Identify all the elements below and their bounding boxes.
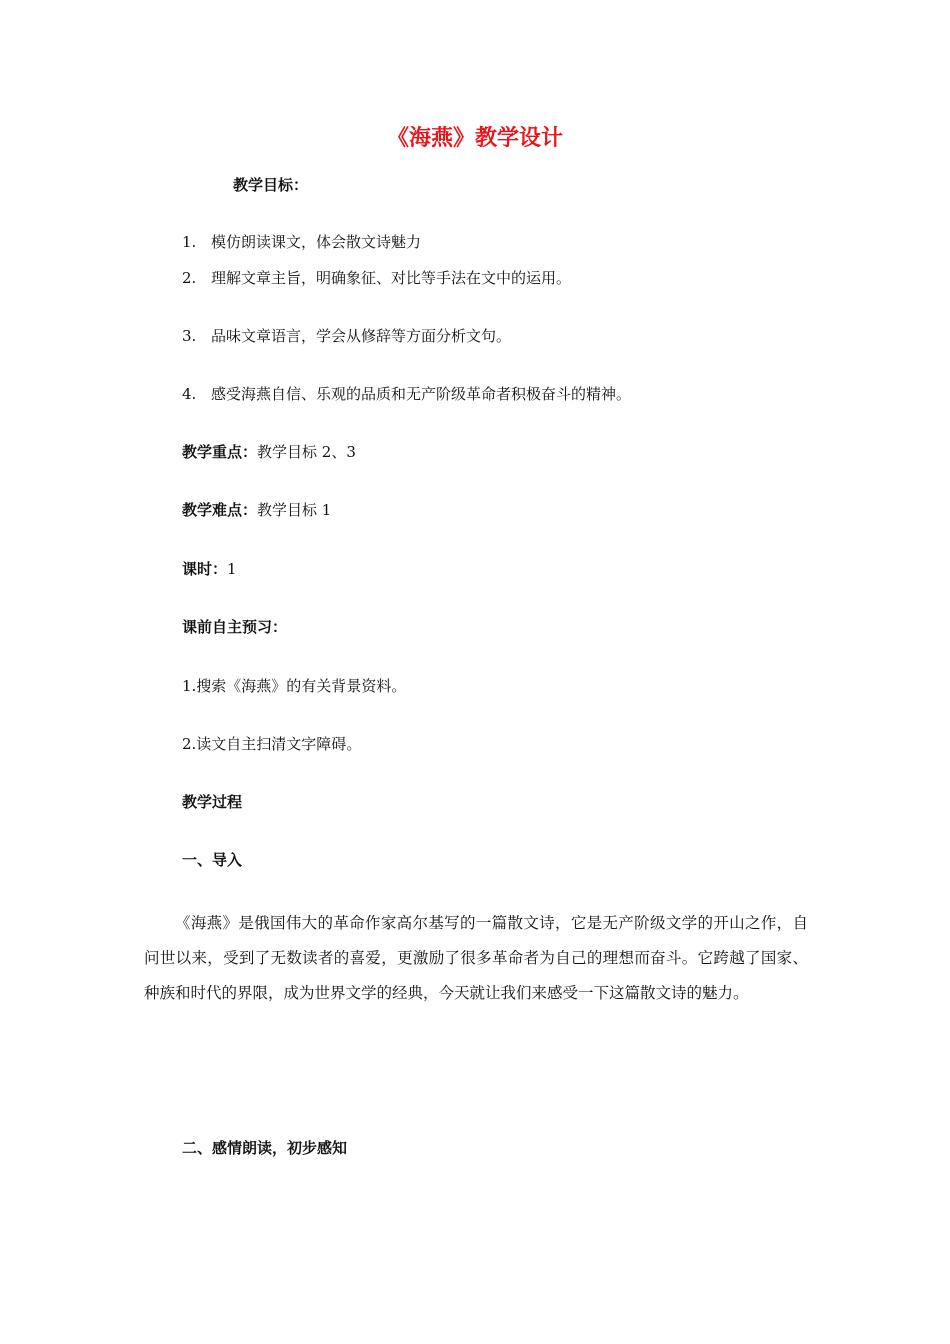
- objective-item: [182, 268, 571, 288]
- difficulties-line: [182, 500, 331, 520]
- objective-item: [182, 326, 511, 346]
- key-points-value: 教学目标 2、3: [257, 443, 356, 461]
- key-points-line: [182, 442, 356, 462]
- objective-number: 3.: [182, 327, 197, 345]
- objective-number: 2.: [182, 269, 197, 287]
- objective-text: 模仿朗读课文，体会散文诗魅力: [211, 233, 422, 251]
- objective-text: 感受海燕自信、乐观的品质和无产阶级革命者积极奋斗的精神。: [211, 385, 632, 403]
- class-hours-value: 1: [227, 560, 237, 578]
- class-hours-line: [182, 559, 237, 579]
- objectives-heading: 教学目标：: [233, 176, 309, 194]
- preview-item: 1.搜索《海燕》的有关背景资料。: [182, 677, 407, 695]
- objective-item: [182, 384, 631, 404]
- difficulties-value: 教学目标 1: [257, 501, 332, 519]
- intro-paragraph: 《海燕》是俄国伟大的革命作家高尔基写的一篇散文诗，它是无产阶级文学的开山之作，自问世以来，受到了无数读者的喜爱，更激励了很多革命者为自己的理想而奋斗。它跨越了国家、种族和时代的界限，成为世界文学的经典，今天就让我们来感受一下这篇散文诗的魅力。: [144, 914, 808, 1002]
- key-points-label: 教学重点：: [182, 443, 258, 461]
- preview-item: 2.读文自主扫清文字障碍。: [182, 735, 362, 753]
- preview-heading: 课前自主预习：: [182, 618, 288, 636]
- process-heading: 教学过程: [182, 793, 243, 811]
- objective-item: [182, 232, 421, 252]
- objective-number: 1.: [182, 233, 197, 251]
- objective-text: 理解文章主旨，明确象征、对比等手法在文中的运用。: [211, 269, 572, 287]
- section-heading-reading: 二、感情朗读，初步感知: [182, 1139, 348, 1157]
- class-hours-label: 课时：: [182, 560, 228, 578]
- section-heading-intro: 一、导入: [182, 851, 243, 869]
- objective-text: 品味文章语言，学会从修辞等方面分析文句。: [211, 327, 512, 345]
- difficulties-label: 教学难点：: [182, 501, 258, 519]
- document-title: 《海燕》教学设计: [386, 125, 563, 151]
- objective-number: 4.: [182, 385, 197, 403]
